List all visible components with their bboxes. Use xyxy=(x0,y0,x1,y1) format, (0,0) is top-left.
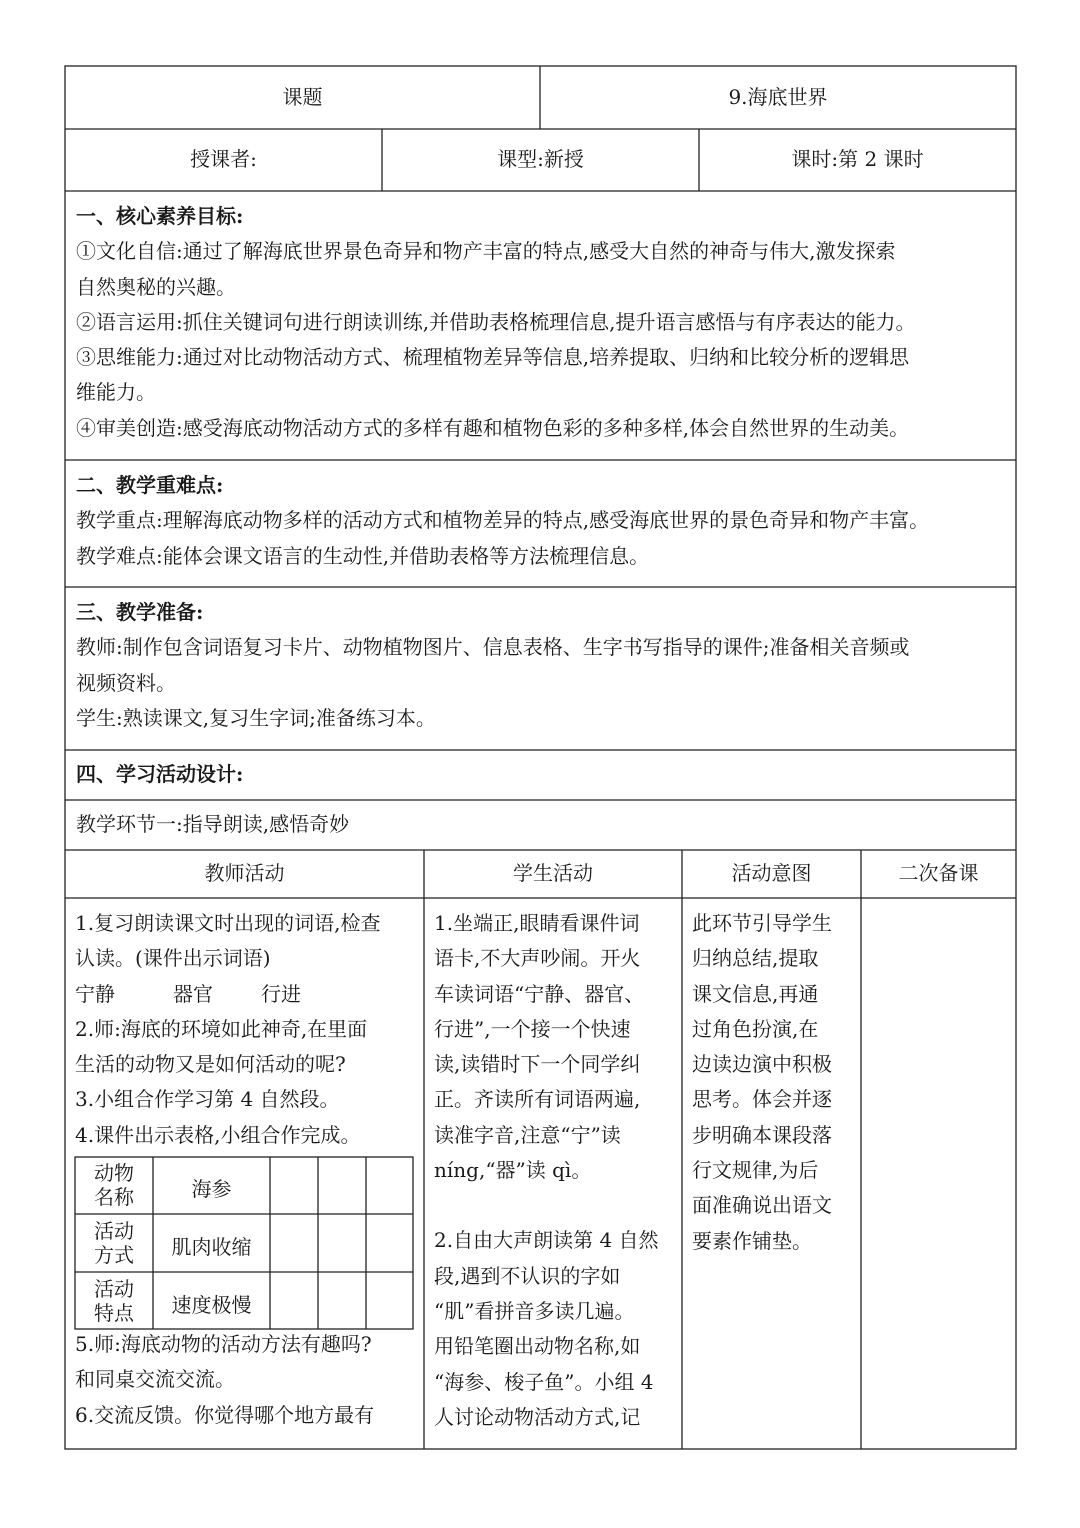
teacher-line: 2.师:海底的环境如此神奇,在里面 xyxy=(75,1016,368,1041)
inner-row-value: 海参 xyxy=(191,1177,232,1201)
intent-line: 要素作铺垫。 xyxy=(692,1228,812,1253)
col-header-revision: 二次备课 xyxy=(898,861,979,885)
teacher-line: 6.交流反馈。你觉得哪个地方最有 xyxy=(75,1402,375,1427)
key-points-line: 教学难点:能体会课文语言的生动性,并借助表格等方法梳理信息。 xyxy=(76,543,650,568)
student-line: 1.坐端正,眼睛看课件词 xyxy=(434,911,640,935)
teacher-line: 认读。(课件出示词语) xyxy=(75,946,271,971)
lesson-type: 课型:新授 xyxy=(497,147,584,171)
teacher-activity-bottom xyxy=(75,1327,374,1433)
student-line: 人讨论动物活动方式,记 xyxy=(434,1404,641,1429)
inner-row-label: 活动特点 xyxy=(94,1277,134,1325)
teacher-line: 5.师:海底动物的活动方法有趣吗? xyxy=(75,1332,372,1356)
topic-label: 课题 xyxy=(282,85,323,109)
goals-heading: 一、核心素养目标: xyxy=(76,204,244,228)
goals-line: ①文化自信:通过了解海底世界景色奇异和物产丰富的特点,感受大自然的神奇与伟大,激发探索 xyxy=(76,239,896,264)
teacher-label: 授课者: xyxy=(190,147,257,171)
word-item: 器官 xyxy=(173,981,213,1006)
col-header-teacher: 教师活动 xyxy=(204,861,285,885)
goals-line: ④审美创造:感受海底动物活动方式的多样有趣和植物色彩的多种多样,体会自然世界的生动美。 xyxy=(76,415,910,440)
topic-value: 9.海底世界 xyxy=(728,85,828,109)
student-line: 读,读错时下一个同学纠 xyxy=(434,1052,641,1077)
preparation-section xyxy=(76,595,1011,736)
student-line: 读准字音,注意“宁”读 xyxy=(434,1122,621,1147)
intent-line: 行文规律,为后 xyxy=(692,1158,819,1183)
intent-line: 过角色扮演,在 xyxy=(692,1016,819,1041)
student-line: 行进”,一个接一个快速 xyxy=(434,1016,631,1041)
word-item: 行进 xyxy=(261,981,301,1006)
student-line: 2.自由大声朗读第 4 自然 xyxy=(434,1228,659,1253)
activity-intent xyxy=(692,906,832,1259)
preparation-line: 学生:熟读课文,复习生字词;准备练习本。 xyxy=(76,705,436,730)
student-activity xyxy=(434,906,659,1435)
inner-row-label: 动物名称 xyxy=(94,1161,134,1209)
intent-line: 此环节引导学生 xyxy=(692,911,832,935)
word-list xyxy=(75,977,380,1012)
intent-line: 面准确说出语文 xyxy=(692,1193,832,1218)
intent-line: 步明确本课段落 xyxy=(692,1122,832,1147)
stage-title: 教学环节一:指导朗读,感悟奇妙 xyxy=(76,812,350,836)
teacher-line: 3.小组合作学习第 4 自然段。 xyxy=(75,1087,340,1112)
intent-line: 边读边演中积极 xyxy=(692,1052,832,1077)
col-header-intent: 活动意图 xyxy=(731,861,812,885)
col-header-student: 学生活动 xyxy=(513,861,593,885)
teacher-activity-top xyxy=(75,906,380,1153)
student-line: 正。齐读所有词语两遍, xyxy=(434,1087,641,1112)
student-line: 语卡,不大声吵闹。开火 xyxy=(434,946,641,971)
student-line: “肌”看拼音多读几遍。 xyxy=(434,1298,635,1323)
lesson-period: 课时:第 2 课时 xyxy=(791,147,924,171)
teacher-line: 生活的动物又是如何活动的呢? xyxy=(75,1052,346,1077)
key-points-heading: 二、教学重难点: xyxy=(76,473,224,497)
goals-line: ②语言运用:抓住关键词句进行朗读训练,并借助表格梳理信息,提升语言感悟与有序表达的能力。 xyxy=(76,309,916,334)
goals-line: 维能力。 xyxy=(76,380,156,405)
goals-line: 自然奥秘的兴趣。 xyxy=(76,274,236,299)
inner-row-value: 肌肉收缩 xyxy=(171,1235,252,1259)
goals-section xyxy=(76,199,1011,446)
student-line: 用铅笔圈出动物名称,如 xyxy=(434,1334,641,1359)
activities-heading: 四、学习活动设计: xyxy=(76,762,244,786)
student-line: 车读词语“宁静、器官、 xyxy=(434,981,645,1006)
word-item: 宁静 xyxy=(75,981,115,1006)
inner-row-value: 速度极慢 xyxy=(171,1293,252,1317)
key-points-line: 教学重点:理解海底动物多样的活动方式和植物差异的特点,感受海底世界的景色奇异和物产丰富。 xyxy=(76,508,930,533)
preparation-line: 视频资料。 xyxy=(76,670,176,695)
teacher-line: 4.课件出示表格,小组合作完成。 xyxy=(75,1122,361,1147)
student-line: níng,“器”读 qì。 xyxy=(434,1158,592,1183)
student-line: “海参、梭子鱼”。小组 4 xyxy=(434,1369,654,1394)
teacher-line: 1.复习朗读课文时出现的词语,检查 xyxy=(75,911,381,935)
inner-row-label: 活动方式 xyxy=(94,1219,134,1267)
teacher-line: 和同桌交流交流。 xyxy=(75,1367,235,1392)
intent-line: 课文信息,再通 xyxy=(692,981,819,1006)
key-points-section xyxy=(76,468,1011,574)
preparation-heading: 三、教学准备: xyxy=(76,600,204,624)
intent-line: 归纳总结,提取 xyxy=(692,946,819,971)
preparation-line: 教师:制作包含词语复习卡片、动物植物图片、信息表格、生字书写指导的课件;准备相关音频或 xyxy=(76,635,910,660)
student-line: 段,遇到不认识的字如 xyxy=(434,1263,621,1288)
goals-line: ③思维能力:通过对比动物活动方式、梳理植物差异等信息,培养提取、归纳和比较分析的逻辑思 xyxy=(76,345,910,370)
intent-line: 思考。体会并逐 xyxy=(692,1087,832,1112)
